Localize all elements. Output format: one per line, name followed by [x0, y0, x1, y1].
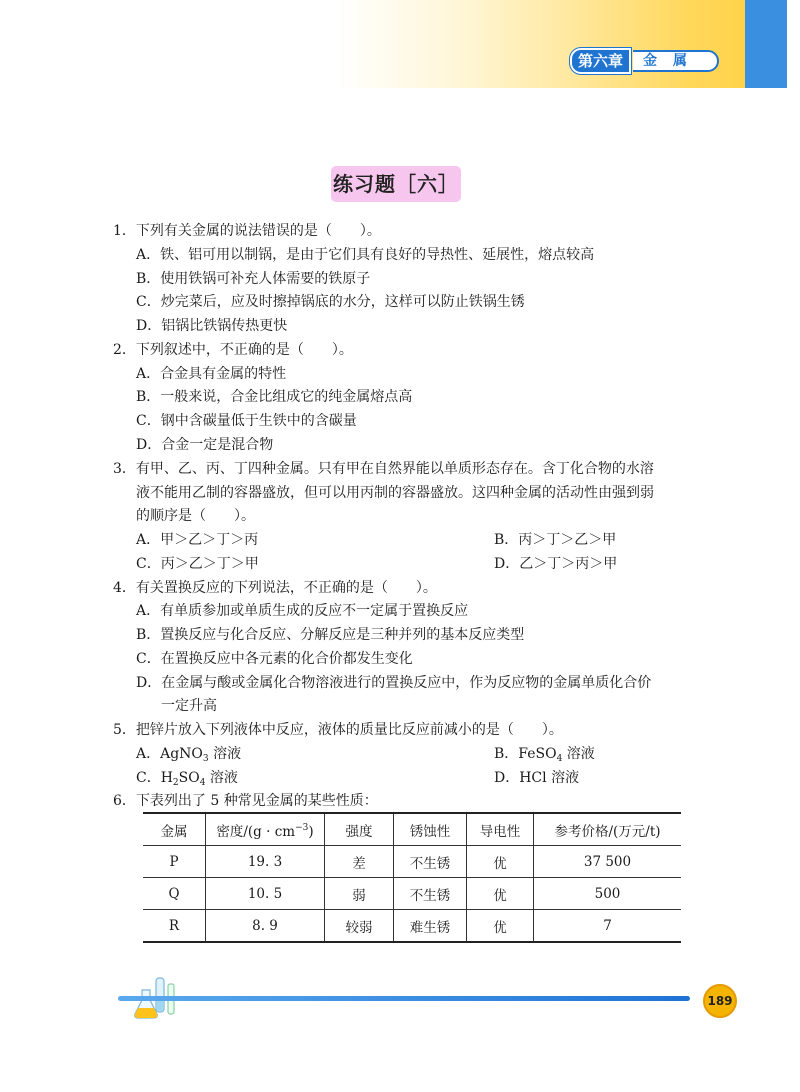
cell-conductivity: 优	[467, 878, 534, 910]
cell-strength: 差	[325, 846, 394, 878]
table-row	[143, 910, 681, 943]
header-conductivity: 导电性	[467, 813, 534, 846]
question-5-stem: 5．把锌片放入下列液体中反应，液体的质量比反应前减小的是（ ）。	[113, 722, 563, 738]
metal-properties-table	[143, 812, 681, 943]
question-3-option-d: D．乙＞丁＞丙＞甲	[494, 556, 618, 572]
question-5-option-d: D．HCl 溶液	[494, 770, 580, 786]
question-4-option-d: D．在金属与酸或金属化合物溶液进行的置换反应中，作为反应物的金属单质化合价	[136, 675, 652, 691]
question-1-option-d: D．铝锅比铁锅传热更快	[136, 318, 288, 334]
table-row	[143, 846, 681, 878]
question-3-option-a: A．甲＞乙＞丁＞丙	[136, 532, 259, 548]
header-blue-strip	[745, 0, 787, 88]
question-1-stem: 1．下列有关金属的说法错误的是（ ）。	[113, 223, 381, 239]
question-1-option-a: A．铁、铝可用以制锅，是由于它们具有良好的导热性、延展性，熔点较高	[136, 247, 595, 263]
question-2-option-d: D．合金一定是混合物	[136, 437, 274, 453]
chapter-label: 第六章	[570, 48, 631, 74]
header-gradient-band	[0, 0, 745, 88]
question-5-option-a: A．AgNO$_3$ 溶液	[136, 746, 242, 764]
header-price: 参考价格/(万元/t)	[534, 813, 682, 846]
page-number: 189	[703, 984, 737, 1018]
question-2-stem: 2．下列叙述中，不正确的是（ ）。	[113, 342, 353, 358]
cell-price: 7	[534, 910, 682, 943]
question-2-option-c: C．钢中含碳量低于生铁中的含碳量	[136, 413, 357, 429]
cell-density: 8. 9	[206, 910, 325, 943]
cell-conductivity: 优	[467, 910, 534, 943]
cell-strength: 弱	[325, 878, 394, 910]
question-4-stem: 4．有关置换反应的下列说法，不正确的是（ ）。	[113, 580, 437, 596]
cell-corrosion: 不生锈	[394, 846, 467, 878]
cell-price: 500	[534, 878, 682, 910]
question-3-stem-line-2: 液不能用乙制的容器盛放，但可以用丙制的容器盛放。这四种金属的活动性由强到弱	[136, 485, 654, 501]
cell-density: 10. 5	[206, 878, 325, 910]
cell-price: 37 500	[534, 846, 682, 878]
question-4-option-a: A．有单质参加或单质生成的反应不一定属于置换反应	[136, 603, 469, 619]
chapter-name: 金属	[633, 50, 719, 72]
question-5-option-c: C．$H_2SO_4$ 溶液	[136, 770, 238, 788]
cell-metal: P	[143, 846, 206, 878]
header-density: 密度$/(g \cdot cm^{-3})$	[206, 813, 325, 846]
question-4-option-d-continued: 一定升高	[161, 698, 217, 714]
question-2-option-a: A．合金具有金属的特性	[136, 366, 287, 382]
question-3-option-b: B．丙＞丁＞乙＞甲	[494, 532, 617, 548]
cell-metal: R	[143, 910, 206, 943]
question-3-stem-line-1: 3．有甲、乙、丙、丁四种金属。只有甲在自然界能以单质形态存在。含丁化合物的水溶	[113, 461, 654, 477]
page-title: 练习题［六］	[331, 166, 461, 202]
question-3-option-c: C．丙＞乙＞丁＞甲	[136, 556, 259, 572]
question-1-option-c: C．炒完菜后，应及时擦掉锅底的水分，这样可以防止铁锅生锈	[136, 294, 525, 310]
cell-corrosion: 难生锈	[394, 910, 467, 943]
header-strength: 强度	[325, 813, 394, 846]
question-4-option-c: C．在置换反应中各元素的化合价都发生变化	[136, 651, 413, 667]
cell-conductivity: 优	[467, 846, 534, 878]
cell-metal: Q	[143, 878, 206, 910]
cell-strength: 较弱	[325, 910, 394, 943]
cell-density: 19. 3	[206, 846, 325, 878]
header-corrosion: 锈蚀性	[394, 813, 467, 846]
question-3-stem-line-3: 的顺序是（ ）。	[136, 508, 255, 524]
question-5-option-b: B．FeSO$_4$ 溶液	[494, 746, 595, 764]
table-row	[143, 878, 681, 910]
table-header-row	[143, 813, 681, 846]
question-1-option-b: B．使用铁锅可补充人体需要的铁原子	[136, 271, 371, 287]
question-6-stem: 6．下表列出了 5 种常见金属的某些性质：	[113, 793, 378, 809]
footer-line	[118, 996, 690, 1001]
cell-corrosion: 不生锈	[394, 878, 467, 910]
header-metal: 金属	[143, 813, 206, 846]
question-4-option-b: B．置换反应与化合反应、分解反应是三种并列的基本反应类型	[136, 627, 525, 643]
chapter-tag	[570, 50, 719, 72]
question-2-option-b: B．一般来说，合金比组成它的纯金属熔点高	[136, 389, 413, 405]
